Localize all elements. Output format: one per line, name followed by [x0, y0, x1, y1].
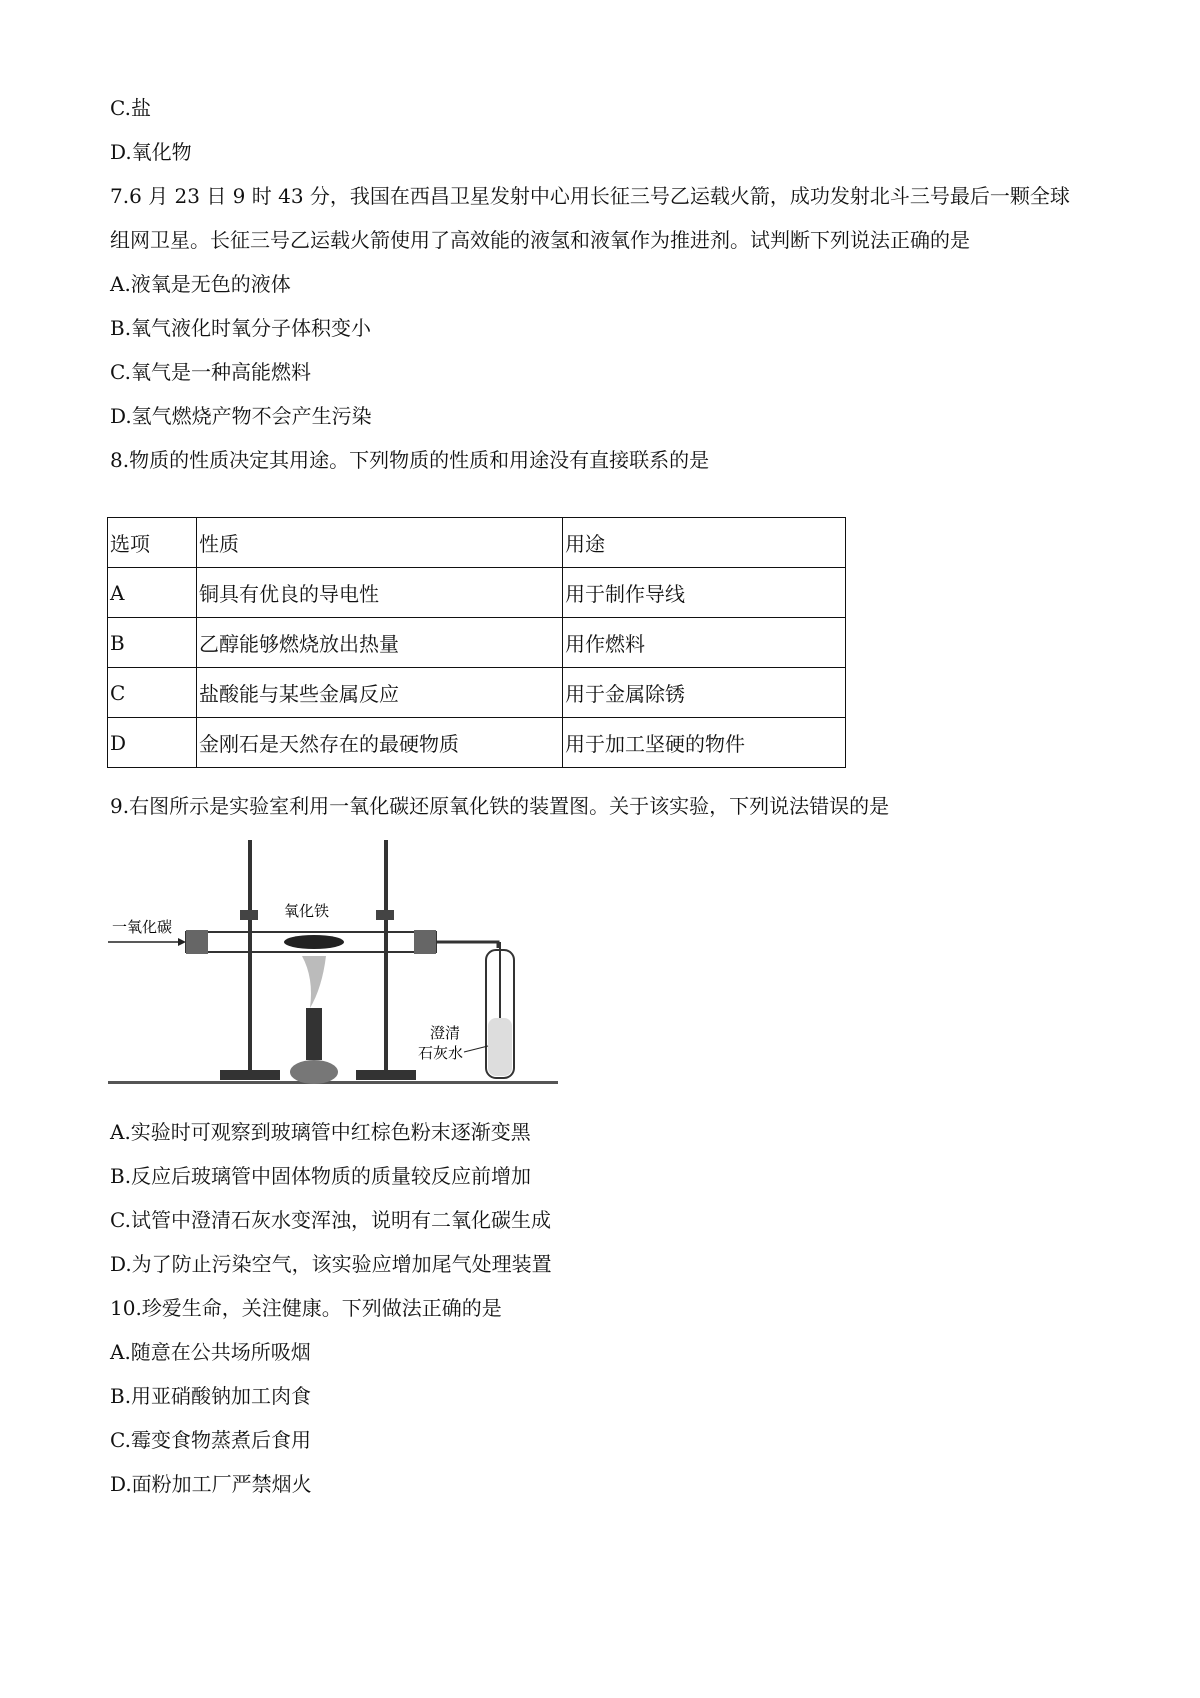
table-cell: 乙醇能够燃烧放出热量 [197, 618, 563, 668]
table-cell: C [108, 668, 197, 718]
right-stopper [414, 930, 436, 954]
label-limewater-2: 石灰水 [418, 1044, 464, 1062]
table-cell: 盐酸能与某些金属反应 [197, 668, 563, 718]
q10-option-d: D.面粉加工厂严禁烟火 [110, 1472, 312, 1496]
table-cell: 用作燃料 [563, 618, 846, 668]
q10-stem: 10.珍爱生命，关注健康。下列做法正确的是 [110, 1296, 502, 1320]
table-cell: 用于加工坚硬的物件 [563, 718, 846, 768]
q9-option-b: B.反应后玻璃管中固体物质的质量较反应前增加 [110, 1164, 532, 1188]
table-cell: 用于制作导线 [563, 568, 846, 618]
co-inlet-arrow [178, 938, 186, 946]
q8-stem: 8.物质的性质决定其用途。下列物质的性质和用途没有直接联系的是 [110, 448, 710, 472]
table-row [108, 568, 846, 618]
q7-stem-line2: 组网卫星。长征三号乙运载火箭使用了高效能的液氢和液氧作为推进剂。试判断下列说法正确的是 [110, 228, 970, 252]
q8-property-table [107, 517, 846, 768]
label-limewater-1: 澄清 [430, 1024, 461, 1042]
iron-oxide-powder [284, 935, 344, 949]
left-stopper [186, 930, 208, 954]
co-reduction-apparatus-figure [108, 838, 558, 1098]
burner-base [290, 1060, 338, 1084]
q7-option-b: B.氧气液化时氧分子体积变小 [110, 316, 372, 340]
q9-option-d: D.为了防止污染空气，该实验应增加尾气处理装置 [110, 1252, 552, 1276]
table-header-cell: 用途 [563, 518, 846, 568]
table-cell: B [108, 618, 197, 668]
label-iron-oxide: 氧化铁 [284, 902, 330, 920]
q10-option-b: B.用亚硝酸钠加工肉食 [110, 1384, 312, 1408]
q7-option-c: C.氧气是一种高能燃料 [110, 360, 311, 384]
limewater [488, 1018, 512, 1076]
q9-option-a: A.实验时可观察到玻璃管中红棕色粉末逐渐变黑 [110, 1120, 531, 1144]
q7-option-a: A.液氧是无色的液体 [110, 272, 291, 296]
q6-option-d: D.氧化物 [110, 140, 192, 164]
table-cell: 用于金属除锈 [563, 668, 846, 718]
q9-stem: 9.右图所示是实验室利用一氧化碳还原氧化铁的装置图。关于该实验，下列说法错误的是 [110, 794, 890, 818]
table-cell: 金刚石是天然存在的最硬物质 [197, 718, 563, 768]
q7-option-d: D.氢气燃烧产物不会产生污染 [110, 404, 372, 428]
right-clamp [376, 910, 394, 920]
table-header-row [108, 518, 846, 568]
q10-option-a: A.随意在公共场所吸烟 [110, 1340, 311, 1364]
table-cell: A [108, 568, 197, 618]
table-header-cell: 性质 [197, 518, 563, 568]
table-row [108, 718, 846, 768]
flame [302, 956, 326, 1008]
outlet-tube [436, 942, 498, 948]
table-cell: D [108, 718, 197, 768]
table-header-cell: 选项 [108, 518, 197, 568]
q9-option-c: C.试管中澄清石灰水变浑浊，说明有二氧化碳生成 [110, 1208, 551, 1232]
label-co: 一氧化碳 [112, 918, 173, 936]
right-stand-base [356, 1070, 416, 1080]
left-stand-base [220, 1070, 280, 1080]
bench-line [108, 1081, 558, 1084]
right-stand-rod [384, 840, 388, 1076]
q10-option-c: C.霉变食物蒸煮后食用 [110, 1428, 311, 1452]
label-pointer [464, 1046, 488, 1052]
table-cell: 铜具有优良的导电性 [197, 568, 563, 618]
table-row [108, 668, 846, 718]
table-row [108, 618, 846, 668]
q7-stem-line1: 7.6 月 23 日 9 时 43 分，我国在西昌卫星发射中心用长征三号乙运载火箭，成功发射北斗三号最后一颗全球 [110, 184, 1070, 208]
burner-tube [306, 1008, 322, 1060]
left-stand-rod [248, 840, 252, 1076]
left-clamp [240, 910, 258, 920]
q6-option-c: C.盐 [110, 96, 151, 120]
